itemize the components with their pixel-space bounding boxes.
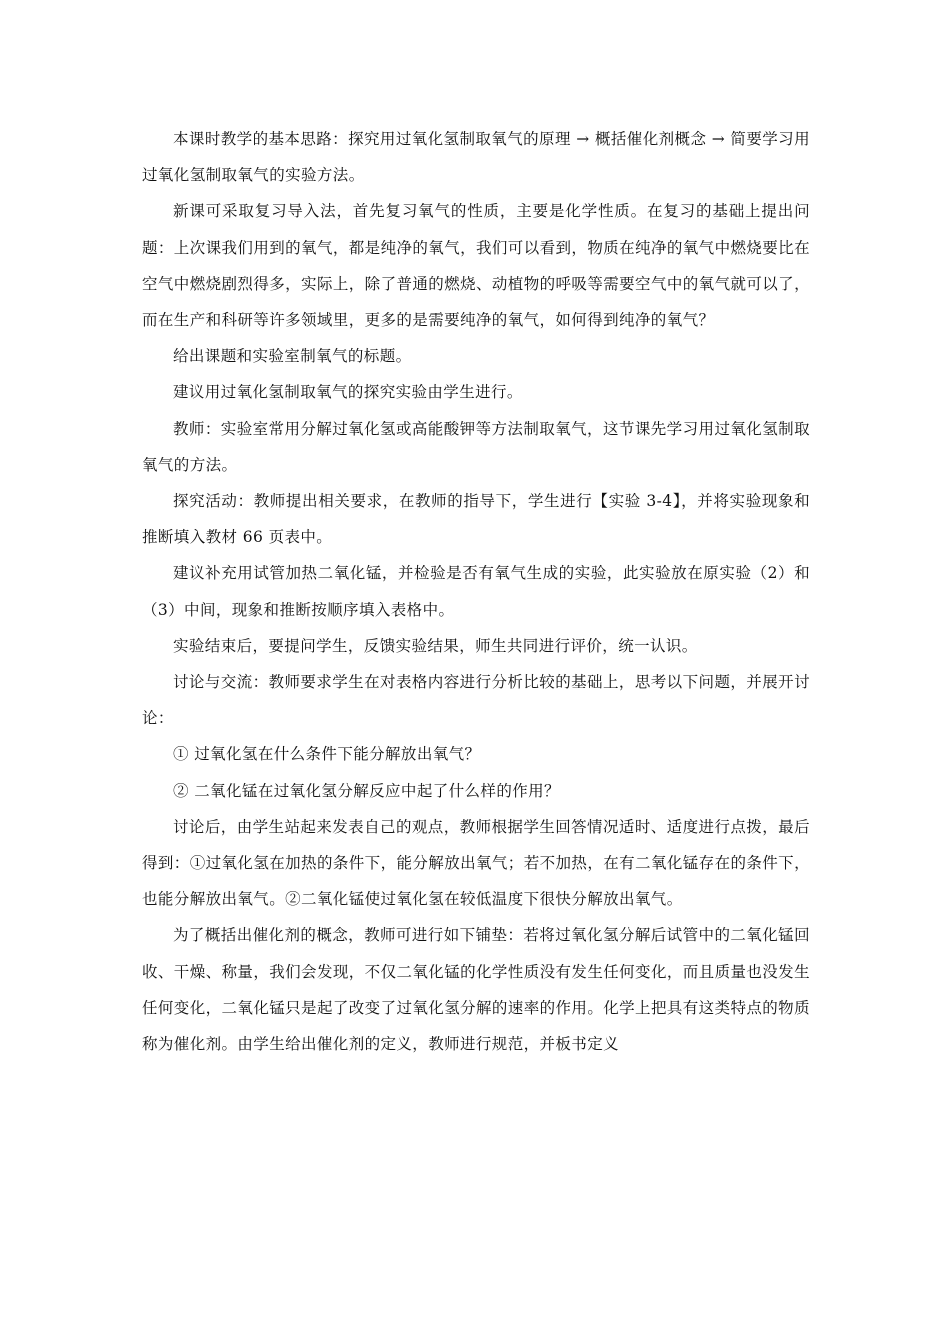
paragraph-lesson-introduction: 新课可采取复习导入法，首先复习氧气的性质，主要是化学性质。在复习的基础上提出问题：上次课我们用到的氧气，都是纯净的氧气，我们可以看到，物质在纯净的氧气中燃烧要比在空气中燃烧剧烈得多，实际上，除了普通的燃烧、动植物的呼吸等需要空气中的氧气就可以了，而在生产和科研等许多领域里，更多的是需要纯净的氧气，如何得到纯净的氧气？ <box>142 202 810 330</box>
paragraph-catalyst-concept: 为了概括出催化剂的概念，教师可进行如下铺垫：若将过氧化氢分解后试管中的二氧化锰回收、干燥、称量，我们会发现，不仅二氧化锰的化学性质没有发生任何变化，而且质量也没发生任何变化，二氧化锰只是起了改变了过氧化氢分解的速率的作用。化学上把具有这类特点的物质称为催化剂。由学生给出催化剂的定义，教师进行规范，并板书定义 <box>142 926 810 1054</box>
paragraph-discussion-conclusion: 讨论后，由学生站起来发表自己的观点，教师根据学生回答情况适时、适度进行点拨，最后得到：①过氧化氢在加热的条件下，能分解放出氧气；若不加热，在有二氧化锰存在的条件下，也能分解放出氧气。②二氧化锰使过氧化氢在较低温度下很快分解放出氧气。 <box>142 817 810 909</box>
paragraph-teaching-approach: 本课时教学的基本思路：探究用过氧化氢制取氧气的原理 → 概括催化剂概念 → 简要学习用过氧化氢制取氧气的实验方法。 <box>142 130 810 185</box>
paragraph-question-1: ① 过氧化氢在什么条件下能分解放出氧气？ <box>173 745 481 764</box>
paragraph-discussion-exchange: 讨论与交流：教师要求学生在对表格内容进行分析比较的基础上，思考以下问题，并展开讨论： <box>142 673 810 728</box>
paragraph-give-topic: 给出课题和实验室制氧气的标题。 <box>173 347 412 366</box>
paragraph-after-experiment: 实验结束后，要提问学生，反馈实验结果，师生共同进行评价，统一认识。 <box>173 636 698 655</box>
paragraph-supplementary-experiment: 建议补充用试管加热二氧化锰，并检验是否有氧气生成的实验，此实验放在原实验（2）和（3）中间，现象和推断按顺序填入表格中。 <box>142 564 810 619</box>
paragraph-inquiry-activity: 探究活动：教师提出相关要求，在教师的指导下，学生进行【实验 3-4】，并将实验现象和推断填入教材 66 页表中。 <box>142 492 810 547</box>
document-body <box>142 121 810 1062</box>
paragraph-question-2: ② 二氧化锰在过氧化氢分解反应中起了什么样的作用？ <box>173 781 560 800</box>
paragraph-teacher-remark: 教师：实验室常用分解过氧化氢或高能酸钾等方法制取氧气，这节课先学习用过氧化氢制取氧气的方法。 <box>142 419 810 474</box>
paragraph-student-experiment-suggestion: 建议用过氧化氢制取氧气的探究实验由学生进行。 <box>173 383 523 402</box>
